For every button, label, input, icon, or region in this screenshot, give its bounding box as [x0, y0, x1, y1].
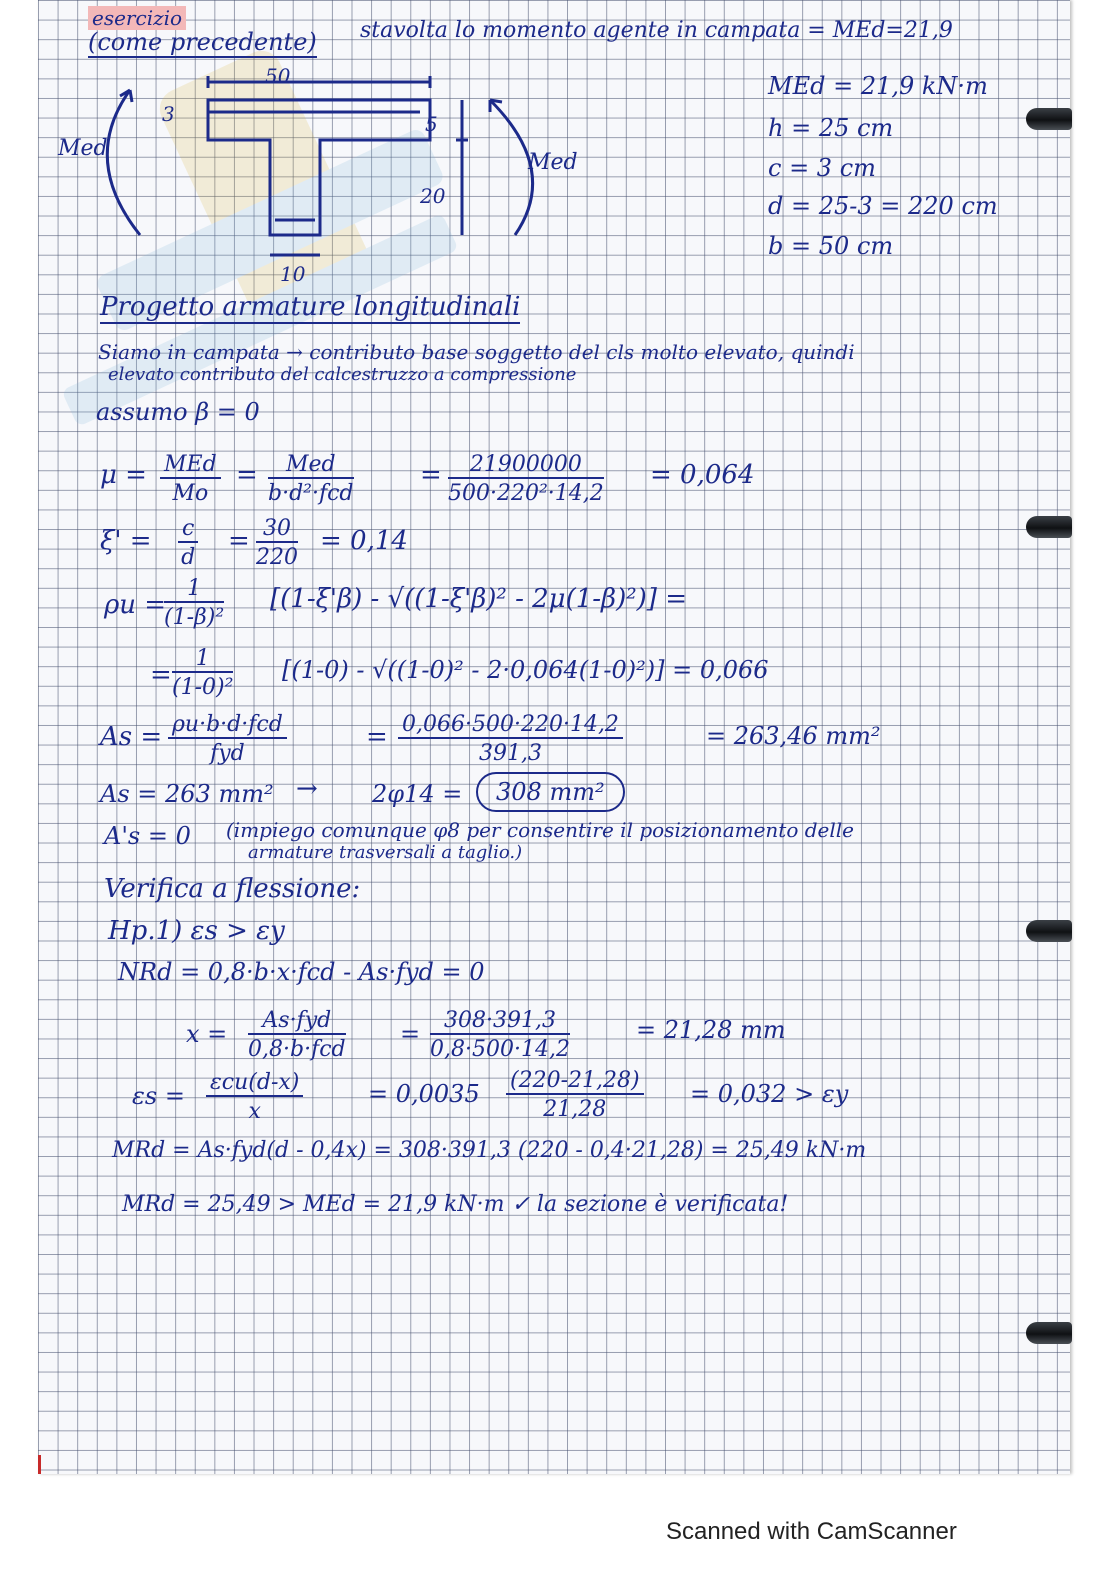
dim-right-top: 5	[425, 112, 438, 136]
es-frac-2: $\frac{(220-21,28)}{21,28}$	[506, 1068, 644, 1122]
mu-eq2: =	[420, 460, 442, 490]
xi-result: = 0,14	[320, 526, 408, 556]
data-med: MEd = 21,9 kN·m	[768, 72, 988, 100]
rho-frac-2: $\frac{1}{\text{(1-0)²}}$	[172, 646, 234, 700]
as-lhs: As =	[100, 722, 163, 752]
intro-line-3: assumo β = 0	[96, 398, 260, 426]
exercise-task: stavolta lo momento agente in campata = MEd=21,9	[360, 18, 953, 43]
dim-bottom: 10	[280, 262, 306, 286]
as-choice-circled: 308 mm²	[476, 772, 625, 812]
x-frac-1: As·fyd 0,8·b·fcd	[248, 1008, 346, 1062]
intro-line-1: Siamo in campata → contributo base soggetto del cls molto elevato, quindi	[98, 340, 855, 364]
verifica-hp: Hp.1) εs > εy	[108, 916, 285, 946]
as-choice-bars: 2φ14 =	[372, 780, 463, 808]
rho-frac: $\frac{1}{\text{(1-β)²}}$	[164, 576, 225, 630]
verifica-title: Verifica a flessione:	[104, 874, 361, 904]
x-lhs: x =	[186, 1020, 228, 1048]
mu-frac-2: Med b·d²·fcd	[268, 452, 354, 506]
es-mid: = 0,0035	[368, 1080, 480, 1108]
binder-ring	[1026, 920, 1072, 942]
rho-bracket-2: [(1-0) - √((1-0)² - 2·0,064(1-0)²)] = 0,066	[282, 656, 769, 684]
exercise-tag: esercizio	[88, 6, 186, 30]
moment-right-label: Med	[528, 150, 578, 175]
as-frac-2: $\frac{0,066\cdot 500\cdot 220\cdot 14,2}{391,3}$	[398, 712, 623, 766]
dim-right-bottom: 20	[420, 184, 446, 208]
rho-line2-eq: =	[150, 660, 172, 690]
as-prime-text: A's = 0	[104, 822, 191, 850]
dim-top: 50	[265, 64, 291, 88]
es-lhs: εs =	[132, 1082, 185, 1110]
mu-result: = 0,064	[650, 460, 755, 490]
dim-left: 3	[162, 102, 175, 126]
as-choice-arrow: →	[296, 774, 318, 804]
as-prime-note-2: armature trasversali a taglio.)	[248, 842, 523, 863]
mu-frac-1: MEd Mo	[160, 452, 221, 506]
scanner-footer: Scanned with CamScanner	[666, 1518, 957, 1545]
moment-left-label: Med	[58, 136, 108, 161]
as-eq: =	[366, 722, 388, 752]
binder-ring	[1026, 1322, 1072, 1344]
verifica-conclusion: MRd = 25,49 > MEd = 21,9 kN·m ✓ la sezione è verificata!	[122, 1192, 789, 1217]
binder-ring	[1026, 108, 1072, 130]
rho-bracket: [(1-ξ'β) - √((1-ξ'β)² - 2μ(1-β)²)] =	[270, 584, 687, 614]
data-d: d = 25-3 = 220 cm	[768, 192, 998, 220]
es-frac-1: εcu(d-x) x	[206, 1070, 303, 1124]
binder-ring	[1026, 516, 1072, 538]
data-h: h = 25 cm	[768, 114, 894, 142]
mu-frac-3: $\frac{21900000}{\text{500·220²·14,2}}$	[448, 452, 604, 506]
section-title: Progetto armature longitudinali	[100, 292, 521, 322]
x-result: = 21,28 mm	[636, 1016, 786, 1044]
xi-eq: =	[228, 526, 250, 556]
data-c: c = 3 cm	[768, 154, 876, 182]
verifica-nrd: NRd = 0,8·b·x·fcd - As·fyd = 0	[118, 958, 485, 986]
as-choice-text: As = 263 mm²	[100, 780, 274, 808]
as-prime-note-1: (impiego comunque φ8 per consentire il posizionamento delle	[226, 818, 854, 842]
t-section-diagram	[50, 60, 610, 290]
as-frac-1: ρu·b·d·fcd fyd	[168, 712, 287, 766]
xi-frac-1: $\frac{c}{d}$	[178, 516, 198, 570]
as-result: = 263,46 mm²	[706, 722, 881, 750]
x-eq: =	[400, 1020, 421, 1048]
x-frac-2: $\frac{308\cdot 391,3}{0,8\cdot 500\cdot 14,2}$	[430, 1008, 570, 1062]
mu-lhs: μ =	[100, 460, 147, 490]
es-result: = 0,032 > εy	[690, 1080, 849, 1108]
xi-frac-2: $\frac{30}{220}$	[256, 516, 298, 570]
verifica-mrd: MRd = As·fyd(d - 0,4x) = 308·391,3 (220 - 0,4·21,28) = 25,49 kN·m	[112, 1138, 867, 1163]
rho-lhs: ρu =	[104, 590, 167, 620]
intro-line-2: elevato contributo del calcestruzzo a compressione	[108, 364, 577, 385]
xi-lhs: ξ' =	[100, 526, 152, 556]
mu-eq: =	[236, 460, 258, 490]
page-edge-mark	[38, 1455, 41, 1474]
data-b: b = 50 cm	[768, 232, 894, 260]
exercise-subtitle: (come precedente)	[88, 28, 317, 56]
